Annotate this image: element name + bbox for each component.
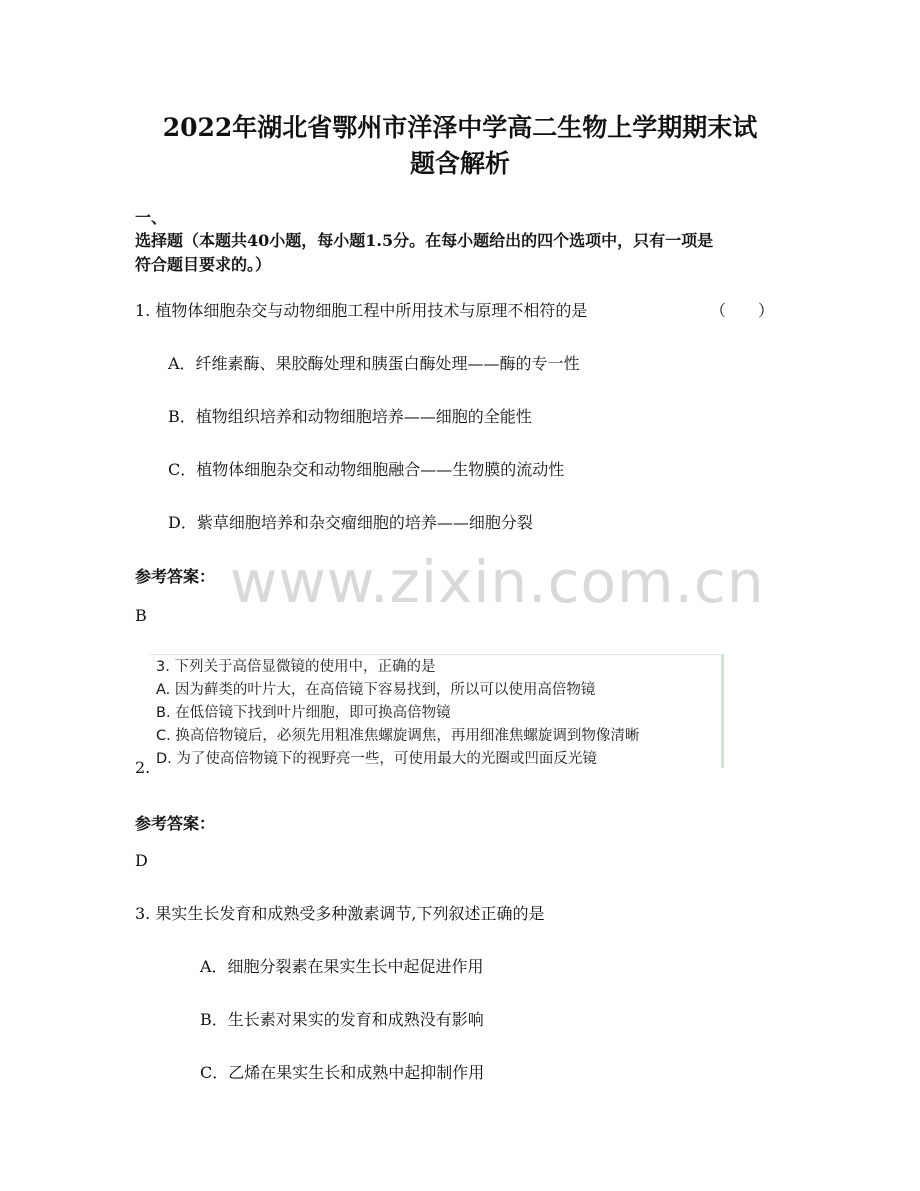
q2-question-image [150, 654, 724, 768]
doc-title-line1: 2022年湖北省鄂州市洋泽中学高二生物上学期期末试 [162, 113, 758, 142]
q2-image-line-c: C. 换高倍物镜后，必须先用粗准焦螺旋调焦，再用细准焦螺旋调到物像清晰 [156, 728, 640, 744]
q1-option-d: D．紫草细胞培养和杂交瘤细胞的培养——细胞分裂 [168, 513, 533, 532]
q3-stem: 3. 果实生长发育和成熟受多种激素调节,下列叙述正确的是 [135, 904, 545, 923]
q2-number: 2. [135, 758, 151, 777]
q2-image-line-stem: 3. 下列关于高倍显微镜的使用中，正确的是 [156, 659, 436, 675]
watermark: www.zixin.com.cn [230, 548, 765, 616]
q3-option-b: B．生长素对果实的发育和成熟没有影响 [200, 1010, 484, 1029]
q1-option-b: B．植物组织培养和动物细胞培养——细胞的全能性 [168, 407, 532, 426]
q1-option-c: C．植物体细胞杂交和动物细胞融合——生物膜的流动性 [168, 460, 565, 479]
section-instructions-line2: 符合题目要求的。） [135, 255, 272, 274]
q3-option-a: A．细胞分裂素在果实生长中起促进作用 [200, 957, 484, 976]
q2-image-line-d: D. 为了使高倍物镜下的视野亮一些，可使用最大的光圈或凹面反光镜 [156, 751, 597, 767]
section-instructions-line1: 选择题（本题共40小题，每小题1.5分。在每小题给出的四个选项中，只有一项是 [135, 231, 714, 250]
q1-answer-paren: （ ） [710, 301, 775, 320]
q1-option-a: A．纤维素酶、果胶酶处理和胰蛋白酶处理——酶的专一性 [168, 354, 580, 373]
section-number: 一、 [135, 208, 168, 227]
q3-option-c: C．乙烯在果实生长和成熟中起抑制作用 [200, 1063, 485, 1082]
doc-title-line2: 题含解析 [409, 149, 510, 178]
q2-image-line-b: B. 在低倍镜下找到叶片细胞，即可换高倍物镜 [156, 705, 451, 721]
q1-answer: B [135, 606, 147, 625]
q2-answer: D [135, 851, 148, 870]
q1-stem: 1. 植物体细胞杂交与动物细胞工程中所用技术与原理不相符的是 [135, 301, 588, 320]
q2-image-line-a: A. 因为藓类的叶片大，在高倍镜下容易找到，所以可以使用高倍物镜 [156, 682, 596, 698]
q2-answer-label: 参考答案： [135, 814, 216, 833]
q1-answer-label: 参考答案： [135, 567, 216, 586]
